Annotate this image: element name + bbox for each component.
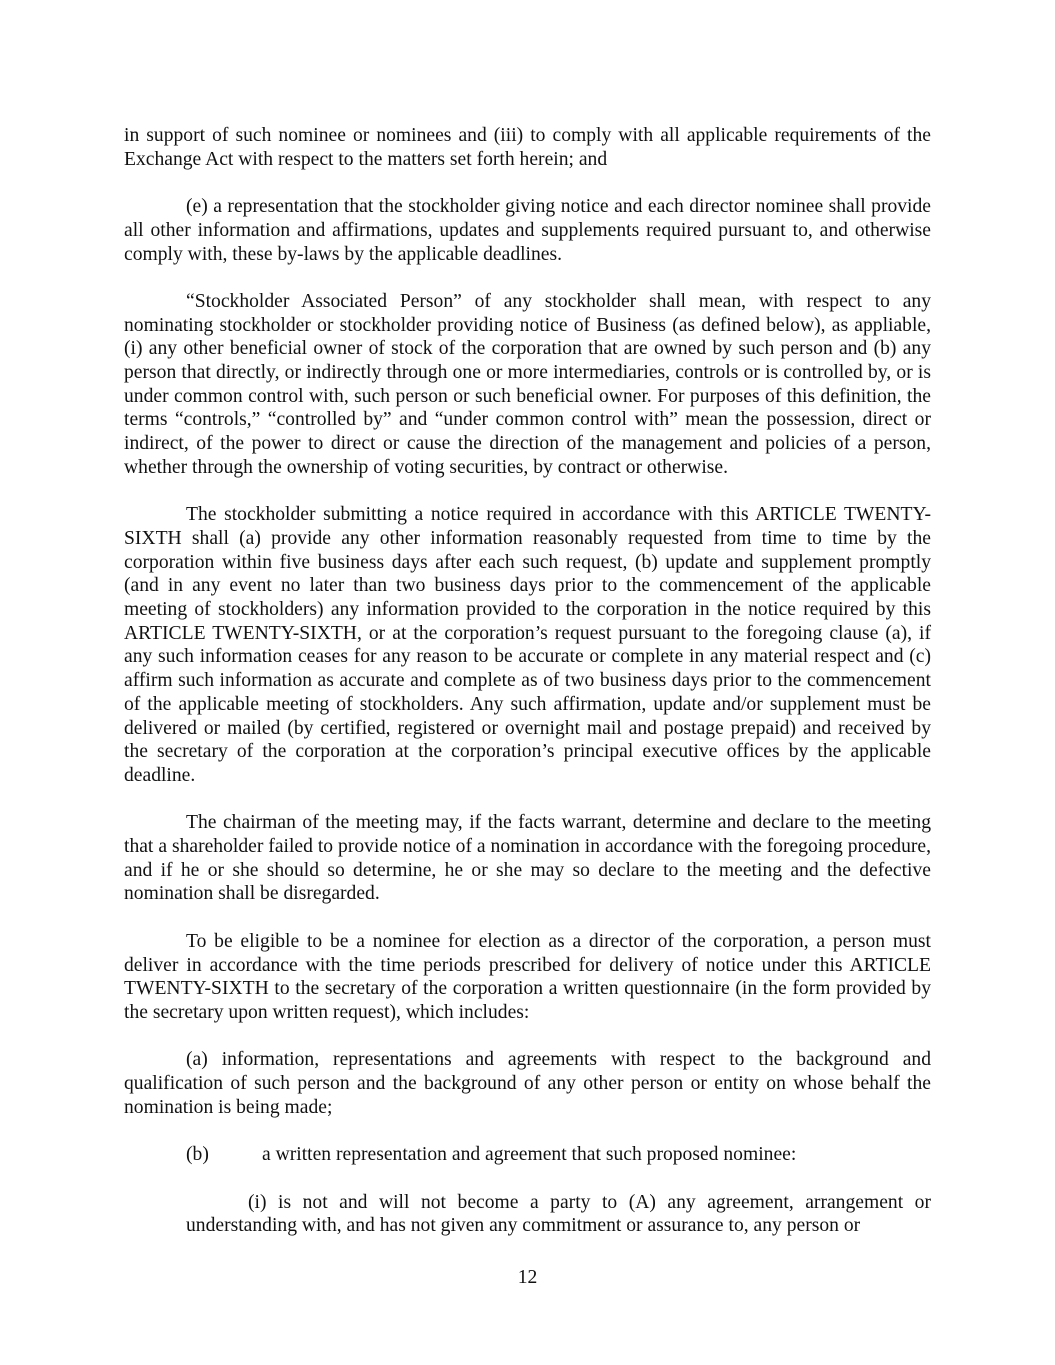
list-item-b-label: (b) bbox=[186, 1144, 209, 1166]
paragraph-item-a: (a) information, representations and agreements with respect to the background and qualification of such person and the background of any other person or entity on whose behalf the nomination is being made; bbox=[124, 1049, 931, 1118]
page-number: 12 bbox=[517, 1267, 538, 1288]
sub-item-i: (i) is not and will not become a party to (A) any agreement, arrangement or understanding with, and has not given any commitment or assurance to, any person or bbox=[186, 1191, 931, 1237]
paragraph-eligibility: To be eligible to be a nominee for election as a director of the corporation, a person must deliver in accordance with the time periods prescribed for delivery of notice under this ARTICLE TWENTY-SIXTH to the secretary of the corporation a written questionnaire (in the form provided by the secretary upon written request), which includes: bbox=[124, 930, 931, 1023]
list-item-b-text: a written representation and agreement that such proposed nominee: bbox=[262, 1144, 797, 1166]
paragraph-chairman: The chairman of the meeting may, if the facts warrant, determine and declare to the meeting that a shareholder failed to provide notice of a nomination in accordance with the foregoing procedure, and if he or she should so determine, he or she may so declare to the meeting and the defective nomination shall be disregarded. bbox=[124, 812, 931, 905]
document-page bbox=[124, 124, 931, 1238]
paragraph-stockholder-associated-person: “Stockholder Associated Person” of any stockholder shall mean, with respect to any nominating stockholder or stockholder providing notice of Business (as defined below), as appliable, (i) any other beneficial owner of stock of the corporation that are owned by such person and (b) any person that directly, or indirectly through one or more intermediaries, controls or is controlled by, or is under common control with, such person or such beneficial owner. For purposes of this definition, the terms “controls,” “controlled by” and “under common control with” mean the possession, direct or indirect, of the power to direct or cause the direction of the management and policies of a person, whether through the ownership of voting securities, by contract or otherwise. bbox=[124, 290, 931, 478]
paragraph-continuation: in support of such nominee or nominees and (iii) to comply with all applicable requirements of the Exchange Act with respect to the matters set forth herein; and bbox=[124, 125, 931, 170]
paragraph-representation-e: (e) a representation that the stockholder giving notice and each director nominee shall provide all other information and affirmations, updates and supplements required pursuant to, and otherwise comply with, these by-laws by the applicable deadlines. bbox=[124, 196, 931, 265]
paragraph-stockholder-notice: The stockholder submitting a notice required in accordance with this ARTICLE TWENTY-SIXTH shall (a) provide any other information reasonably requested from time to time by the corporation within five business days after each such request, (b) update and supplement promptly (and in any event no later than two business days prior to the commencement of the applicable meeting of stockholders) any information provided to the corporation in the notice required by this ARTICLE TWENTY-SIXTH, or at the corporation’s request pursuant to the foregoing clause (a), if any such information ceases for any reason to be accurate or complete in any material respect and (c) affirm such information as accurate and complete as of two business days prior to the commencement of the applicable meeting of stockholders. Any such affirmation, update and/or supplement must be delivered or mailed (by certified, registered or overnight mail and postage prepaid) and received by the secretary of the corporation at the corporation’s principal executive offices by the applicable deadline. bbox=[124, 504, 931, 786]
list-item-b bbox=[186, 1143, 931, 1167]
